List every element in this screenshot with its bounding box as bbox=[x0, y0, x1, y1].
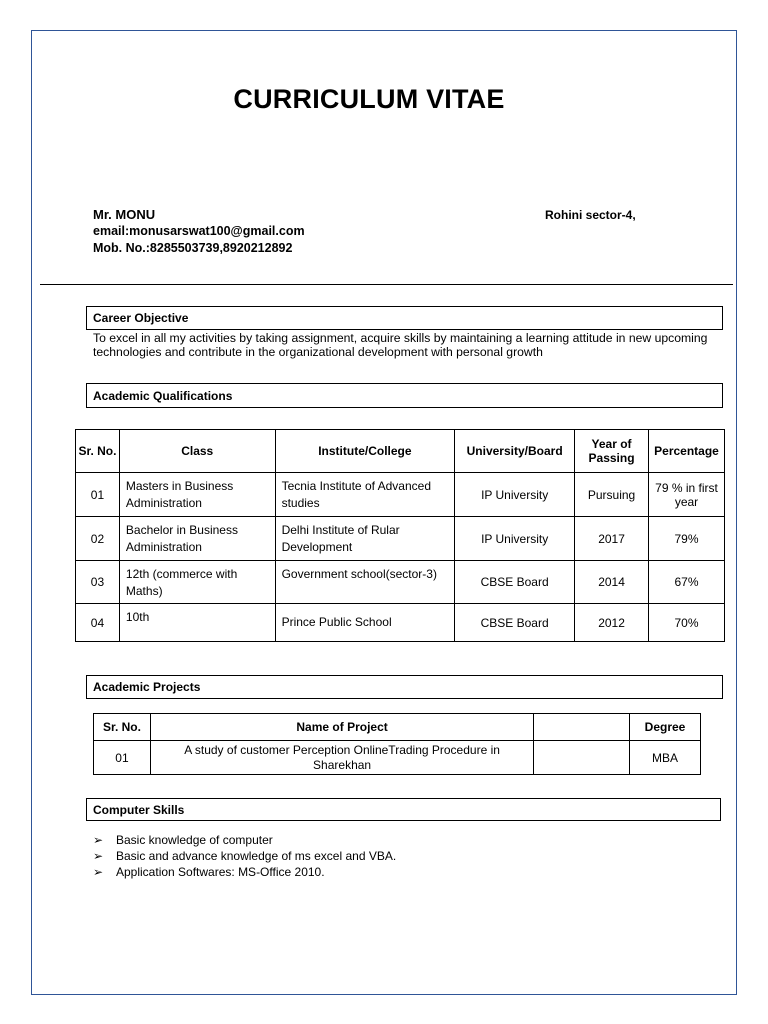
cell-class: 10th bbox=[119, 604, 275, 642]
cell-institute: Prince Public School bbox=[275, 604, 455, 642]
applicant-mobile: Mob. No.:8285503739,8920212892 bbox=[93, 241, 293, 255]
cell-sr: 01 bbox=[76, 473, 120, 517]
table-row bbox=[76, 561, 725, 604]
applicant-email: email:monusarswat100@gmail.com bbox=[93, 224, 305, 238]
column-header: Degree bbox=[630, 714, 701, 741]
list-item bbox=[93, 864, 396, 880]
cell-board: CBSE Board bbox=[455, 561, 575, 604]
arrow-bullet-icon: ➢ bbox=[93, 849, 104, 863]
computer-skills-heading: Computer Skills bbox=[86, 798, 721, 821]
cell-degree: MBA bbox=[630, 741, 701, 775]
cell-year: 2017 bbox=[575, 517, 649, 561]
list-item bbox=[93, 832, 396, 848]
academic-projects-table bbox=[93, 713, 701, 775]
cell-sr: 04 bbox=[76, 604, 120, 642]
cell-project-name: A study of customer Perception OnlineTrading Procedure in Sharekhan bbox=[150, 741, 533, 775]
column-header: Year of Passing bbox=[575, 430, 649, 473]
applicant-name: Mr. MONU bbox=[93, 207, 156, 222]
cell-year: 2012 bbox=[575, 604, 649, 642]
cell-institute: Government school(sector-3) bbox=[275, 561, 455, 604]
column-header: Class bbox=[119, 430, 275, 473]
cell-class: Masters in Business Administration bbox=[119, 473, 275, 517]
column-header: Institute/College bbox=[275, 430, 455, 473]
career-objective-heading: Career Objective bbox=[86, 306, 723, 330]
cell-year: 2014 bbox=[575, 561, 649, 604]
cell-percentage: 67% bbox=[648, 561, 724, 604]
column-header: Sr. No. bbox=[76, 430, 120, 473]
list-item bbox=[93, 848, 396, 864]
academic-qualifications-heading: Academic Qualifications bbox=[86, 383, 723, 408]
cell-sr: 03 bbox=[76, 561, 120, 604]
cell-institute: Tecnia Institute of Advanced studies bbox=[275, 473, 455, 517]
column-header: University/Board bbox=[455, 430, 575, 473]
table-header-row bbox=[76, 430, 725, 473]
table-row bbox=[76, 604, 725, 642]
cell-class: 12th (commerce with Maths) bbox=[119, 561, 275, 604]
column-header: Sr. No. bbox=[94, 714, 151, 741]
cell-sr: 02 bbox=[76, 517, 120, 561]
table-header-row bbox=[94, 714, 701, 741]
arrow-bullet-icon: ➢ bbox=[93, 865, 104, 879]
cell-board: CBSE Board bbox=[455, 604, 575, 642]
cell-institute: Delhi Institute of Rular Development bbox=[275, 517, 455, 561]
academic-qualifications-table bbox=[75, 429, 725, 642]
cell-sr: 01 bbox=[94, 741, 151, 775]
cell-empty bbox=[534, 741, 630, 775]
table-row bbox=[76, 473, 725, 517]
skill-text: Basic and advance knowledge of ms excel and VBA. bbox=[116, 849, 397, 863]
cell-percentage: 79 % in first year bbox=[648, 473, 724, 517]
document-title: CURRICULUM VITAE bbox=[233, 84, 505, 114]
arrow-bullet-icon: ➢ bbox=[93, 833, 104, 847]
career-objective-text: To excel in all my activities by taking assignment, acquire skills by maintaining a learning attitude in new upcoming technologies and contribute in the organizational development with personal growth bbox=[93, 331, 708, 359]
column-header bbox=[534, 714, 630, 741]
cell-percentage: 79% bbox=[648, 517, 724, 561]
column-header: Percentage bbox=[648, 430, 724, 473]
cell-class: Bachelor in Business Administration bbox=[119, 517, 275, 561]
cell-board: IP University bbox=[455, 473, 575, 517]
skill-text: Basic knowledge of computer bbox=[116, 833, 273, 847]
table-row bbox=[76, 517, 725, 561]
applicant-address: Rohini sector-4, bbox=[545, 208, 636, 222]
cell-percentage: 70% bbox=[648, 604, 724, 642]
academic-projects-heading: Academic Projects bbox=[86, 675, 723, 699]
header-divider bbox=[40, 284, 733, 285]
computer-skills-list bbox=[93, 832, 396, 880]
table-row bbox=[94, 741, 701, 775]
skill-text: Application Softwares: MS-Office 2010. bbox=[116, 865, 325, 879]
column-header: Name of Project bbox=[150, 714, 533, 741]
cell-board: IP University bbox=[455, 517, 575, 561]
cell-year: Pursuing bbox=[575, 473, 649, 517]
